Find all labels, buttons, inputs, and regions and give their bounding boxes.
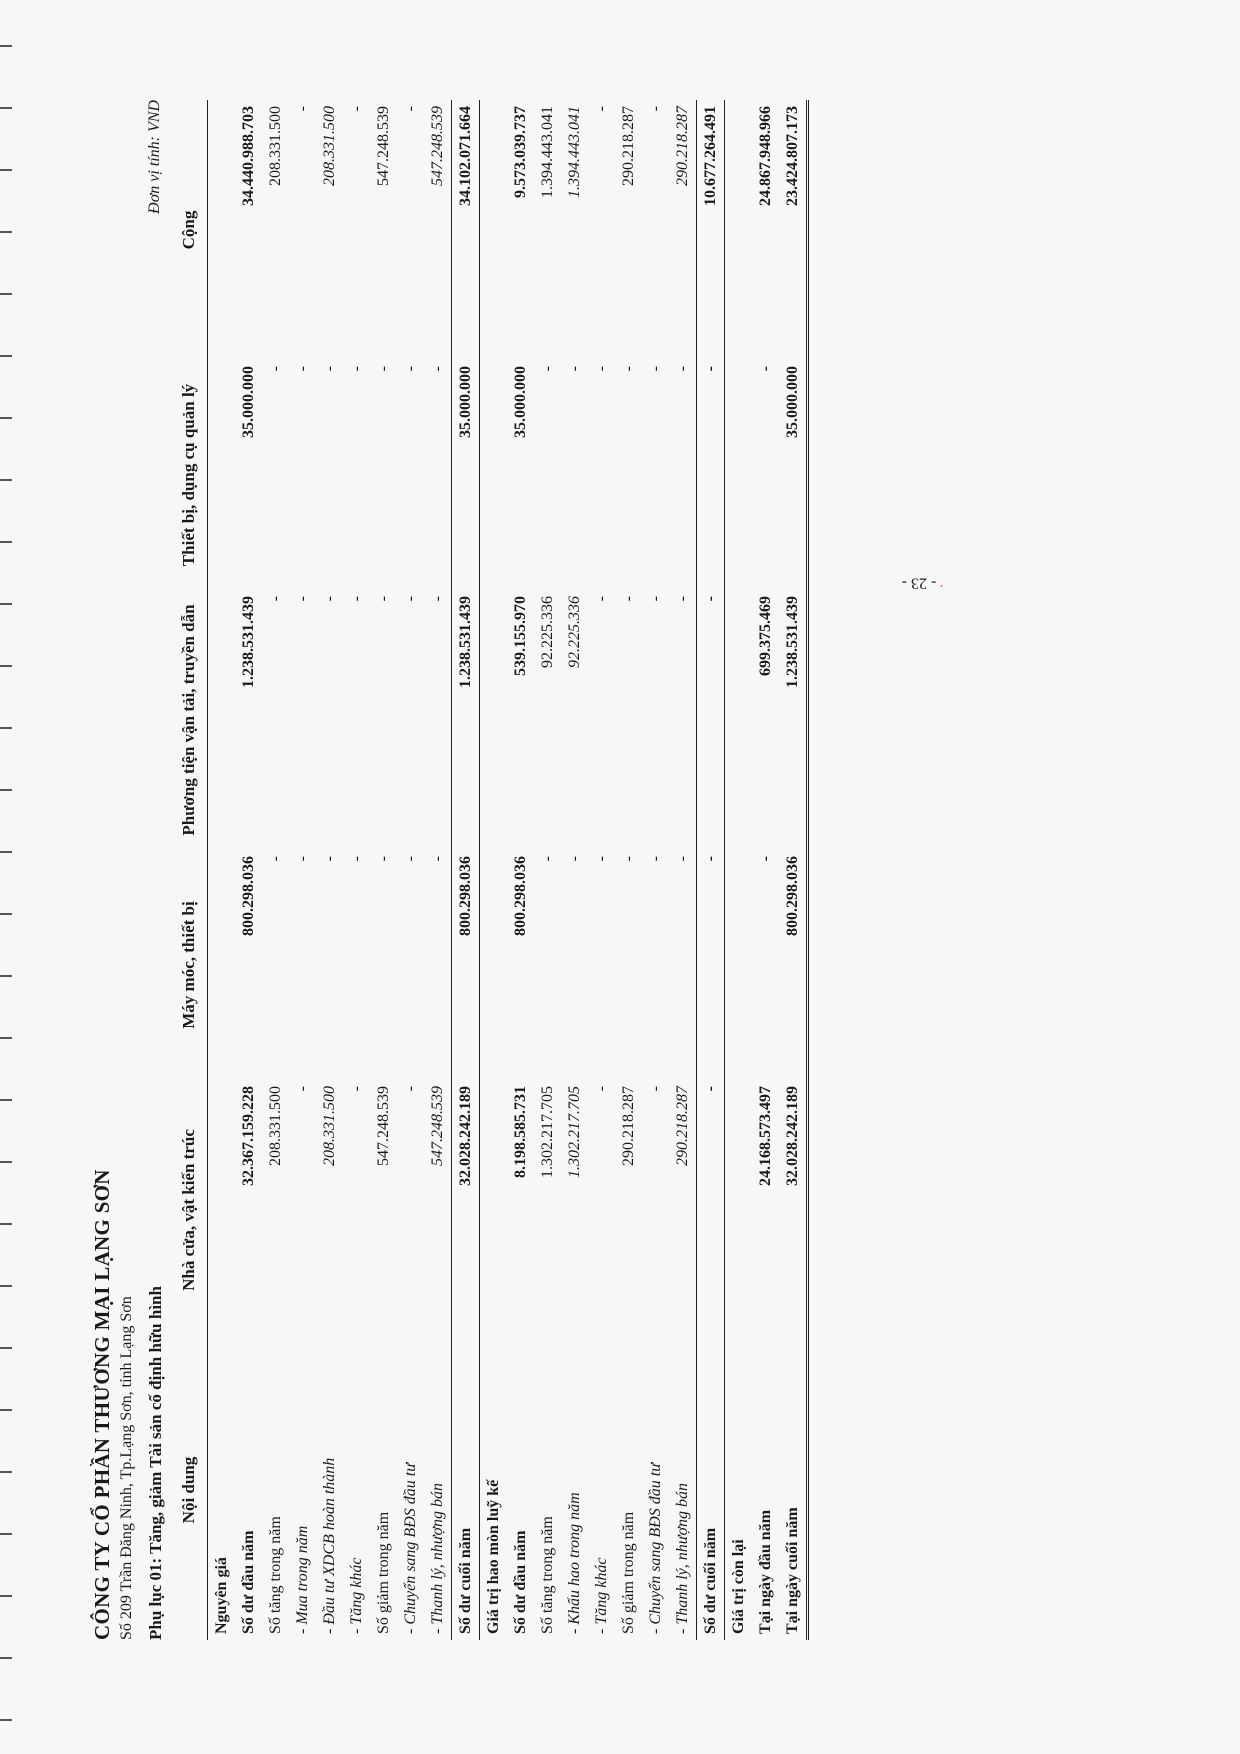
- binder-hole: [0, 1657, 12, 1659]
- binder-hole: [0, 293, 12, 295]
- table-cell: -: [320, 366, 338, 372]
- binder-hole: [0, 1099, 12, 1101]
- header-total: Cộng: [170, 100, 208, 360]
- table-row: [615, 100, 642, 1640]
- row-label: Số dư đầu năm: [239, 1530, 257, 1634]
- table-cell: 32.028.242.189: [779, 1080, 808, 1340]
- table-cell: [208, 1080, 236, 1340]
- binder-hole: [0, 665, 12, 667]
- table-cell: 208.331.500: [320, 1086, 338, 1166]
- row-label: Số dư cuối năm: [697, 1340, 725, 1640]
- binder-hole: [0, 1409, 12, 1411]
- table-row: [235, 100, 262, 1640]
- row-label: - Thanh lý, nhượng bán: [673, 1482, 691, 1634]
- page-number: - 23 -: [901, 574, 937, 592]
- row-label: - Chuyển sang BĐS đầu tư: [401, 1463, 419, 1634]
- row-label: - Khấu hao trong năm: [565, 1492, 583, 1634]
- binder-hole: [0, 1471, 12, 1473]
- table-cell: -: [697, 590, 725, 850]
- binder-hole: [0, 851, 12, 853]
- row-label: Nguyên giá: [212, 1557, 230, 1634]
- table-cell: 800.298.036: [452, 850, 480, 1080]
- table-cell: [725, 360, 753, 590]
- table-row: [642, 100, 669, 1640]
- row-label: - Chuyển sang BĐS đầu tư: [646, 1463, 664, 1634]
- row-label: Số tăng trong năm: [266, 1516, 284, 1634]
- table-cell: 547.248.539: [428, 1086, 446, 1166]
- table-cell: 92.225.336: [565, 596, 583, 668]
- table-cell: 35.000.000: [239, 366, 257, 438]
- table-cell: -: [646, 1086, 664, 1092]
- table-cell: [480, 590, 508, 850]
- binder-hole: [0, 1719, 12, 1721]
- table-row: [507, 100, 534, 1640]
- binder-holes: [0, 0, 16, 1754]
- table-row: [262, 100, 289, 1640]
- table-cell: -: [697, 360, 725, 590]
- table-cell: 23.424.807.173: [779, 100, 808, 360]
- row-label: Tại ngày đầu năm: [756, 1509, 774, 1634]
- row-label: - Mua trong năm: [293, 1525, 311, 1634]
- table-cell: -: [565, 366, 583, 372]
- table-cell: -: [673, 596, 691, 602]
- header-machinery: Máy móc, thiết bị: [170, 850, 208, 1080]
- row-label: - Thanh lý, nhượng bán: [428, 1482, 446, 1634]
- table-cell: 290.218.287: [619, 1086, 637, 1166]
- table-cell: 24.867.948.966: [756, 106, 774, 206]
- company-address: Số 209 Trần Đăng Ninh, Tp.Lạng Sơn, tỉnh Lạng Sơn: [118, 1296, 135, 1640]
- table-cell: -: [293, 1086, 311, 1092]
- currency-unit: Đơn vị tính: VND: [146, 100, 163, 214]
- table-cell: -: [401, 1086, 419, 1092]
- table-cell: 539.155.970: [511, 596, 529, 676]
- table-cell: [480, 100, 508, 360]
- row-label: Tại ngày cuối năm: [779, 1340, 808, 1640]
- table-cell: -: [347, 106, 365, 112]
- row-label: Số giảm trong năm: [374, 1511, 392, 1634]
- table-row: [208, 100, 236, 1640]
- table-row: [725, 100, 753, 1640]
- table-row: [697, 100, 725, 1640]
- table-cell: 800.298.036: [511, 856, 529, 936]
- table-cell: 8.198.585.731: [511, 1086, 529, 1178]
- table-cell: [480, 850, 508, 1080]
- table-row: [370, 100, 397, 1640]
- table-cell: 32.028.242.189: [452, 1080, 480, 1340]
- table-cell: -: [374, 596, 392, 602]
- table-cell: -: [347, 1086, 365, 1092]
- header-office-equipment: Thiết bị, dụng cụ quản lý: [170, 360, 208, 590]
- table-cell: -: [401, 106, 419, 112]
- binder-hole: [0, 231, 12, 233]
- table-cell: 1.238.531.439: [239, 596, 257, 688]
- table-cell: 208.331.500: [266, 106, 284, 186]
- table-cell: -: [428, 856, 446, 862]
- table-cell: 208.331.500: [320, 106, 338, 186]
- binder-hole: [0, 417, 12, 419]
- table-cell: 35.000.000: [452, 360, 480, 590]
- table-cell: -: [756, 856, 774, 862]
- table-row: [534, 100, 561, 1640]
- binder-hole: [0, 1285, 12, 1287]
- binder-hole: [0, 479, 12, 481]
- table-cell: 34.102.071.664: [452, 100, 480, 360]
- row-label: Giá trị hao mòn luỹ kế: [484, 1479, 502, 1634]
- table-cell: -: [374, 366, 392, 372]
- table-cell: 547.248.539: [374, 1086, 392, 1166]
- table-cell: -: [673, 366, 691, 372]
- table-cell: 290.218.287: [673, 106, 691, 186]
- table-cell: -: [697, 850, 725, 1080]
- table-cell: -: [401, 596, 419, 602]
- rotated-page-content: [80, 100, 942, 1640]
- table-cell: -: [592, 366, 610, 372]
- table-cell: -: [646, 366, 664, 372]
- table-row: [343, 100, 370, 1640]
- binder-hole: [0, 169, 12, 171]
- table-row: [779, 100, 808, 1640]
- binder-hole: [0, 355, 12, 357]
- table-cell: -: [347, 366, 365, 372]
- table-row: [316, 100, 343, 1640]
- table-cell: 290.218.287: [619, 106, 637, 186]
- binder-hole: [0, 1595, 12, 1597]
- table-cell: -: [320, 596, 338, 602]
- table-row: [289, 100, 316, 1640]
- binder-hole: [0, 1161, 12, 1163]
- table-cell: -: [756, 366, 774, 372]
- table-cell: 32.367.159.228: [239, 1086, 257, 1186]
- row-label: Giá trị còn lại: [729, 1539, 747, 1634]
- table-row: [397, 100, 424, 1640]
- table-cell: 1.238.531.439: [779, 590, 808, 850]
- table-cell: [480, 1080, 508, 1340]
- header-buildings: Nhà cửa, vật kiến trúc: [170, 1080, 208, 1340]
- table-cell: -: [646, 596, 664, 602]
- table-cell: -: [374, 856, 392, 862]
- table-row: [424, 100, 452, 1640]
- table-cell: 547.248.539: [428, 106, 446, 186]
- header-content: Nội dung: [170, 1340, 208, 1640]
- table-cell: -: [293, 366, 311, 372]
- company-name: CÔNG TY CỔ PHẦN THƯƠNG MẠI LẠNG SƠN: [90, 1169, 114, 1640]
- table-header-row: [170, 100, 208, 1640]
- table-cell: -: [592, 596, 610, 602]
- table-cell: 92.225.336: [538, 596, 556, 668]
- table-cell: [208, 360, 236, 590]
- table-cell: -: [401, 366, 419, 372]
- table-cell: -: [266, 856, 284, 862]
- table-cell: -: [673, 856, 691, 862]
- table-cell: -: [592, 106, 610, 112]
- table-cell: -: [347, 596, 365, 602]
- binder-hole: [0, 727, 12, 729]
- table-cell: 547.248.539: [374, 106, 392, 186]
- table-cell: -: [320, 856, 338, 862]
- binder-hole: [0, 789, 12, 791]
- table-row: [480, 100, 508, 1640]
- table-cell: 9.573.039.737: [511, 106, 529, 198]
- table-cell: -: [266, 596, 284, 602]
- row-label: Số dư đầu năm: [511, 1530, 529, 1634]
- table-cell: -: [428, 366, 446, 372]
- table-cell: -: [619, 596, 637, 602]
- table-cell: -: [646, 106, 664, 112]
- table-cell: 1.394.443.041: [538, 106, 556, 198]
- table-cell: 35.000.000: [511, 366, 529, 438]
- table-cell: [725, 850, 753, 1080]
- row-label: - Đầu tư XDCB hoàn thành: [320, 1457, 338, 1634]
- table-cell: -: [293, 106, 311, 112]
- table-row: [561, 100, 588, 1640]
- table-body: [208, 100, 808, 1640]
- table-cell: -: [592, 1086, 610, 1092]
- table-row: [588, 100, 615, 1640]
- table-cell: -: [293, 856, 311, 862]
- table-cell: [208, 850, 236, 1080]
- table-cell: -: [646, 856, 664, 862]
- binder-hole: [0, 45, 12, 47]
- table-row: [752, 100, 779, 1640]
- table-cell: -: [619, 366, 637, 372]
- table-cell: 290.218.287: [673, 1086, 691, 1166]
- binder-hole: [0, 975, 12, 977]
- table-cell: 699.375.469: [756, 596, 774, 676]
- table-cell: [725, 100, 753, 360]
- binder-hole: [0, 913, 12, 915]
- table-cell: -: [697, 1080, 725, 1340]
- binder-hole: [0, 603, 12, 605]
- table-cell: 1.302.217.705: [538, 1086, 556, 1178]
- table-cell: -: [401, 856, 419, 862]
- table-cell: -: [428, 596, 446, 602]
- row-label: Số tăng trong năm: [538, 1516, 556, 1634]
- fixed-assets-table: [170, 100, 809, 1640]
- table-cell: [725, 1080, 753, 1340]
- table-cell: -: [293, 596, 311, 602]
- table-cell: 34.440.988.703: [239, 106, 257, 206]
- table-cell: -: [619, 856, 637, 862]
- binder-hole: [0, 1533, 12, 1535]
- table-cell: 800.298.036: [239, 856, 257, 936]
- appendix-title: Phụ lục 01: Tăng, giảm Tài sản cố định hữu hình: [146, 1286, 165, 1640]
- table-cell: -: [538, 366, 556, 372]
- table-cell: [480, 360, 508, 590]
- row-label: - Tăng khác: [347, 1557, 365, 1634]
- table-cell: -: [347, 856, 365, 862]
- binder-hole: [0, 1223, 12, 1225]
- table-cell: 1.238.531.439: [452, 590, 480, 850]
- row-label: Số dư cuối năm: [452, 1340, 480, 1640]
- binder-hole: [0, 1037, 12, 1039]
- table-cell: 208.331.500: [266, 1086, 284, 1166]
- binder-hole: [0, 541, 12, 543]
- table-cell: 10.677.264.491: [697, 100, 725, 360]
- table-cell: -: [592, 856, 610, 862]
- binder-hole: [0, 1347, 12, 1349]
- header-vehicles: Phương tiện vận tải, truyền dẫn: [170, 590, 208, 850]
- table-cell: 800.298.036: [779, 850, 808, 1080]
- table-cell: 1.302.217.705: [565, 1086, 583, 1178]
- table-row: [452, 100, 480, 1640]
- red-ink-mark: ׁׁׁ: [939, 569, 942, 590]
- table-cell: [208, 100, 236, 360]
- row-label: - Tăng khác: [592, 1557, 610, 1634]
- binder-hole: [0, 107, 12, 109]
- table-cell: -: [266, 366, 284, 372]
- table-cell: 24.168.573.497: [756, 1086, 774, 1186]
- row-label: Số giảm trong năm: [619, 1511, 637, 1634]
- table-cell: -: [565, 856, 583, 862]
- table-cell: 1.394.443.041: [565, 106, 583, 198]
- table-cell: -: [538, 856, 556, 862]
- table-cell: [725, 590, 753, 850]
- table-cell: [208, 590, 236, 850]
- table-cell: 35.000.000: [779, 360, 808, 590]
- table-row: [669, 100, 697, 1640]
